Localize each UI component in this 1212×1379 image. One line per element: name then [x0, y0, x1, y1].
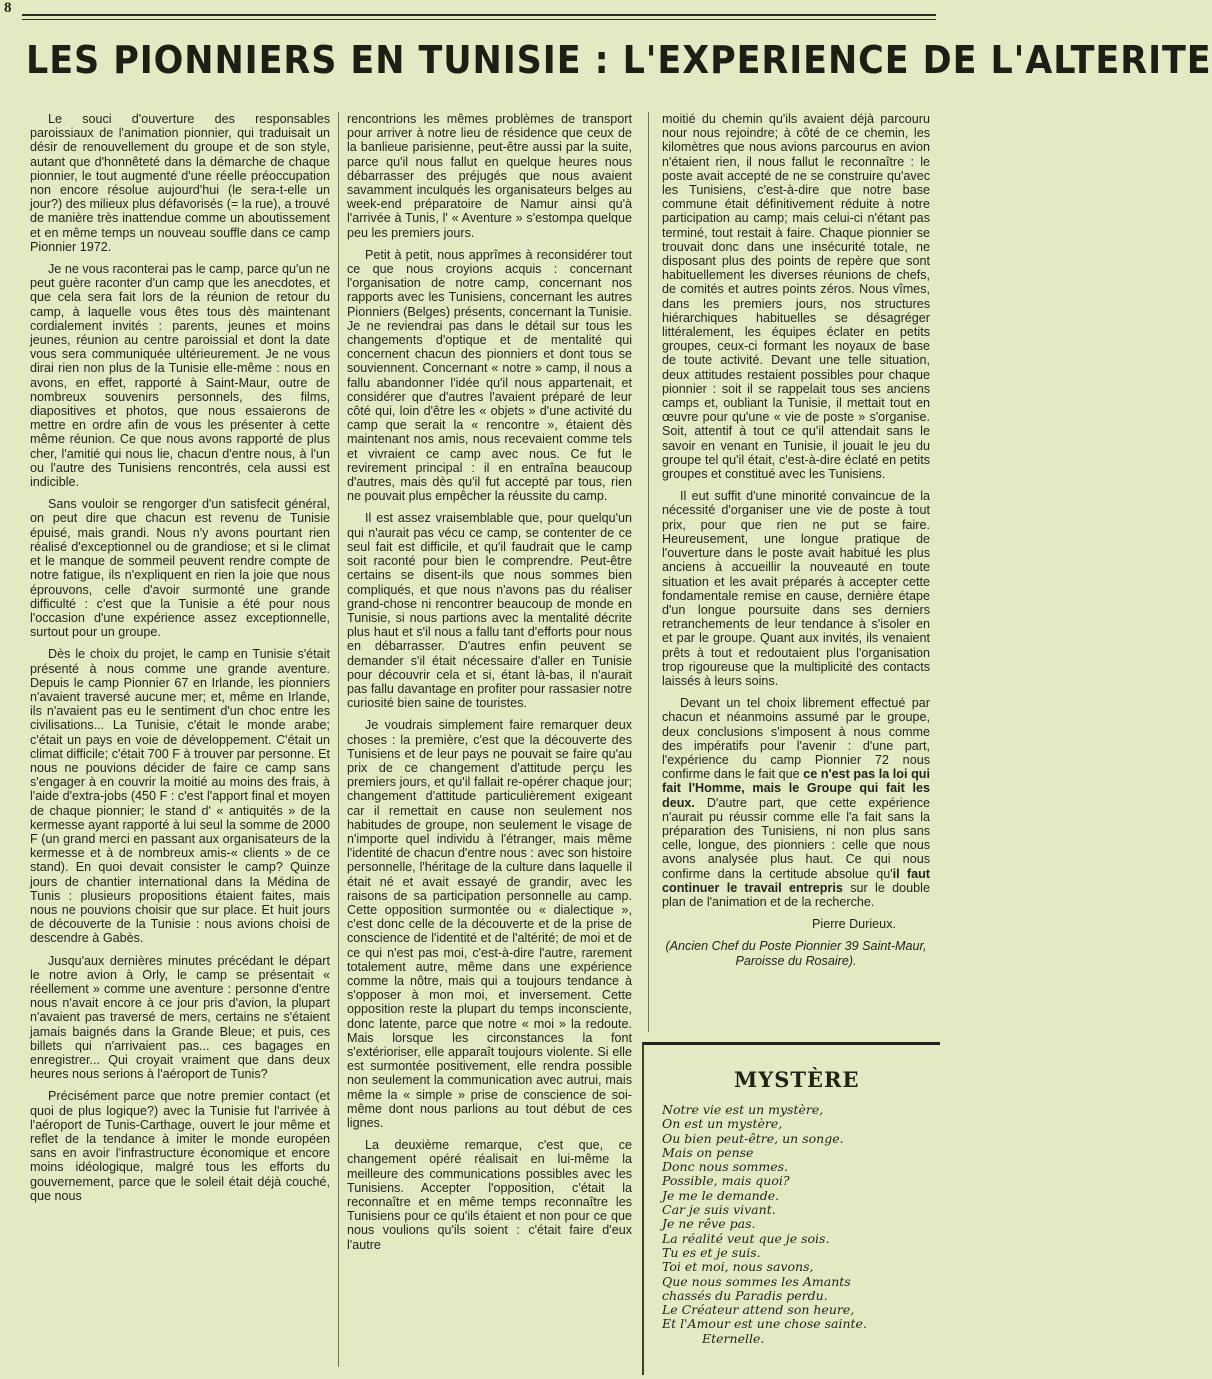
article-headline: LES PIONNIERS EN TUNISIE : L'EXPERIENCE DE L'ALTERITE [26, 38, 1212, 82]
poem-line: Notre vie est un mystère, [662, 1102, 824, 1117]
text-run: D'autre part, que cette expérience n'aurait pu réussir comme elle l'a fait sans la préparation des Tunisiens, ni non plus sans celle, longue, des pionniers : celle que nous avons analysée plus haut. Ce qui nous confirme dans la certitude absolue qu' [662, 795, 930, 881]
paragraph: moitié du chemin qu'ils avaient déjà parcouru nour nous rejoindre; à côté de ce chemin, les kilomètres que nous avions parcourus en avion n'étaient rien, il nous fallut le reconnaître : le poste avait accepté de ne se construire qu'avec les Tunisiens, c'est-à-dire que notre base commune était définitivement réduite à notre participation au camp; mais celui-ci n'étant pas terminé, tout restait à faire. Chaque pionnier se trouvait donc dans une insécurité totale, ne disposant plus des points de repère que sont habituellement les diverses réunions de chefs, de comités et autres points zéros. Nous vîmes, dans les premiers jours, nos structures hiérarchiques habituelles se désagréger littéralement, les équipes éclater en petits groupes, ceux-ci formant les noyaux de base de toute activité. Devant une telle situation, deux attitudes restaient possibles pour chaque pionnier : soit il se rappelait tous ses anciens camps et, oubliant la Tunisie, il mettait tout en œuvre pour qu'une « vie de poste » s'organise. Soit, attentif à tout ce qu'il attendait sans le savoir en venant en Tunisie, il jouait le jeu du groupe tel qu'il était, c'est-à-dire éclaté en petits groupes et constitué avec les Tunisiens. [662, 112, 930, 482]
paragraph-conclusion [662, 696, 930, 909]
article-column-2 [347, 112, 632, 1374]
emphasis: ce n'est pas la loi qui fait l'Homme, mais le Groupe qui fait les deux. [662, 767, 930, 810]
poem-line: Je ne rêve pas. [662, 1216, 756, 1232]
author-name: Pierre Durieux. [812, 917, 896, 932]
paragraph: Petit à petit, nous apprîmes à reconsidérer tout ce que nous croyions acquis : concernant l'organisation de notre camp, concernant nos rapports avec les Tunisiens, concernant les autres Pionniers (Belges) présents, concernant la Tunisie. Je ne reviendrai pas dans le détail sur tous les changements d'optique et de mentalité qui concernent chacun des pionniers et dont tous se souviennent. Concernant « notre » camp, il nous a fallu abandonner l'idée qu'il nous appartenait, et considérer que d'autres l'avaient préparé de leur côté qui, loin d'être les « objets » d'une activité du camp que serait la « rencontre », étaient dès maintenant nos amis, nous recevaient comme tels et vivraient ce camp avec nous. Ce fut le revirement principal : il en entraîna beaucoup d'autres, mais dès qu'il fut accepté par tous, rien ne pouvait plus empêcher la réussite du camp. [347, 247, 632, 504]
paragraph: rencontrions les mêmes problèmes de transport pour arriver à notre lieu de résidence que ceux de la banlieue parisienne, peut-être aussi par la suite, parce qu'il nous fallut en quelque heures nous débarrasser des préjugés que nous avaient savamment inculqués les organisateurs belges au week-end préparatoire de Namur ainsi qu'à l'arrivée à Tunis, l' « Aventure » s'estompa quelque peu les premiers jours. [347, 112, 632, 240]
poem-title: MYSTÈRE [734, 1067, 860, 1092]
poem-line: Mais on pense [662, 1144, 754, 1160]
paragraph: Précisément parce que notre premier contact (et quoi de plus logique?) avec la Tunisie fut l'arrivée à l'aéroport de Tunis-Carthage, ouvert le jour même et reflet de la tendance à imiter le monde européen sans en avoir l'infrastructure économique et encore moins idéologique, malgré tous les efforts du gouvernement, parce que le soleil était déjà couché, que nous [30, 1089, 330, 1203]
text-run: sur le double plan de l'animation et de la recherche. [662, 880, 930, 909]
poem-line: Et l'Amour est une chose sainte. [662, 1316, 867, 1332]
poem-line: Car je suis vivant. [662, 1202, 776, 1218]
poem-line: Donc nous sommes. [662, 1159, 789, 1175]
paragraph: Le souci d'ouverture des responsables paroissiaux de l'animation pionnier, qui traduisait un désir de renouvellement du groupe et de son style, autant que d'honnêteté dans la démarche de chaque pionnier, le tout augmenté d'une réelle préoccupation non encore résolue aujourd'hui (le sera-t-elle un jour?) des milieux plus défavorisés (= la rue), a trouvé de manière très inattendue comme un aboutissement et en même temps un nouveau souffle dans ce camp Pionnier 1972. [30, 112, 330, 254]
poem-line: La réalité veut que je sois. [662, 1230, 830, 1246]
text-run: Devant un tel choix librement effectué par chacun et néanmoins assumé par le groupe, deux conclusions s'imposent à nous comme des impératifs pour l'avenir : d'une part, l'expérience du camp Pionnier 72 nous confirme dans le fait que [662, 696, 930, 782]
poem-line: Le Créateur attend son heure, [662, 1302, 855, 1318]
column-divider [338, 112, 339, 1367]
top-rule [22, 14, 936, 16]
poem-box [642, 1042, 940, 1375]
poem-line: Eternelle. [702, 1330, 765, 1346]
paragraph: Je voudrais simplement faire remarquer deux choses : la première, c'est que la découverte des Tunisiens et de leur pays ne pouvait se faire qu'au prix de ce changement d'attitude perçu les premiers jours, et qu'il fallait re-opérer chaque jour; changement d'attitude particulièrement exigeant car il remettait en cause non seulement nos habitudes de groupe, non seulement le visage de n'importe quel individu à l'étranger, mais même l'identité de chacun d'entre nous : avec son histoire personnelle, l'héritage de la culture dans laquelle il était né et avait essayé de grandir, avec les raisons de sa participation personnelle au camp. Cette opposition surmontée ou « dialectique », c'est donc celle de la découverte et de la prise de conscience de l'identité et de l'altérité; de moi et de ce qui n'est pas moi, c'est-à-dire l'autre, rarement totalement autre, même dans une expérience comme la nôtre, mais qui a toujours tendance à s'opposer à mon moi, et inversement. Cette opposition reste la plupart du temps inconsciente, donc latente, parce que notre « moi » la redoute. Mais lorsque les circonstances la font s'extérioriser, elle apparaît toujours violente. Si elle est surmontée positivement, elle rendra possible non seulement la communication avec autrui, mais même la « simple » prise de conscience de soi-même dont nous parlions au tout début de ces lignes. [347, 718, 632, 1131]
article-column-3 [662, 112, 930, 1052]
emphasis: il faut continuer le travail entrepris [662, 866, 930, 895]
poem-lines [662, 1103, 932, 1346]
top-rule-thin [22, 19, 936, 20]
author-role: (Ancien Chef du Poste Pionnier 39 Saint-Maur, Paroisse du Rosaire). [665, 939, 927, 968]
article-column-1 [30, 112, 330, 1374]
poem-line: Tu es et je suis. [662, 1244, 761, 1260]
poem-line: Que nous sommes les Amants [662, 1273, 851, 1289]
paragraph: Il est assez vraisemblable que, pour quelqu'un qui n'aurait pas vécu ce camp, se contenter de ce seul fait est difficile, et qu'il faudrait que le camp soit raconté pour bien le comprendre. Peut-être certains se disent-ils que nous sommes bien compliqués, et que nous n'avons pas du réaliser grand-chose ni rencontrer beaucoup de monde en Tunisie, si nous partions avec la mentalité décrite plus haut et s'il nous a fallu tant d'efforts pour nous en débarrasser. D'autres enfin peuvent se demander s'il était nécessaire d'aller en Tunisie pour découvrir cela et si, étant là-bas, il n'aurait pas fallu davantage en profiter pour rassasier notre curiosité bien saine de touristes. [347, 511, 632, 711]
paragraph: Je ne vous raconterai pas le camp, parce qu'un ne peut guère raconter d'un camp que les anecdotes, et que cela sera fait lors de la réunion de retour du camp, à laquelle vous êtes tous dès maintenant cordialement invités : parents, jeunes et moins jeunes, réunion au centre paroissial et dont la date vous sera communiquée ultérieurement. Je ne vous dirai rien non plus de la Tunisie elle-même : nous en avons, en effet, rapporté à Saint-Maur, outre de nombreux souvenirs personnels, des films, diapositives et photos, que nous essaierons de mettre en ordre afin de vous les présenter à cette même réunion. Ce que nous avons rapporté de plus cher, l'amitié qui nous lie, chacun d'entre nous, à l'un ou l'autre des Tunisiens rencontrés, cela aussi est indicible. [30, 262, 330, 490]
poem-line: Possible, mais quoi? [662, 1173, 790, 1189]
paragraph: Dès le choix du projet, le camp en Tunisie s'était présenté à nous comme une grande aventure. Depuis le camp Pionnier 67 en Irlande, les pionniers n'avaient traversé aucune mer; et, même en Irlande, ils n'avaient pas eu le sentiment d'un choc entre les civilisations... La Tunisie, c'était le monde arabe; c'était un pays en voie de développement. C'était un climat difficile; c'était 700 F à trouver par personne. Et nous ne pouvions décider de faire ce camp sans s'engager à en couvrir la moitié au moins des frais, à l'aide d'extra-jobs (450 F : c'est l'apport final et moyen de chaque pionnier; le stand d' « antiquités » de la kermesse ayant rapporté à lui seul la somme de 2000 F (un grand merci en passant aux organisateurs de la kermesse et à de nombreux amis-« clients » de ce stand). En quoi devait consister le camp? Quinze jours de chantier international dans la Médina de Tunis : plusieurs propositions étaient faites, mais nous ne pouvions choisir que sur place. Et huit jours de découverte de la Tunisie : nous avions choisi de descendre à Gabès. [30, 647, 330, 946]
poem-line: Ou bien peut-être, un songe. [662, 1130, 844, 1146]
paragraph: Sans vouloir se rengorger d'un satisfecit général, on peut dire que chacun est revenu de Tunisie épuisé, mais grandi. Nous n'y avons pourtant rien réalisé d'exceptionnel ou de grandiose; et si le climat et le manque de sommeil peuvent rendre compte de notre fatigue, ils n'expliquent en rien la joie que nous éprouvons, celle d'avoir surmonté une grande difficulté : c'est que la Tunisie a été pour nous l'occasion d'une expérience assez exceptionnelle, surtout pour un groupe. [30, 497, 330, 640]
column-divider [648, 112, 649, 1032]
paragraph: Jusqu'aux dernières minutes précédant le départ le notre avion à Orly, le camp se présentait « réellement » comme une aventure : personne d'entre nous n'avait encore à ce jour pris d'avion, la plupart n'avaient pas traversé de mers, certains ne s'étaient jamais baignés dans la Grande Bleue; et puis, ces billets qui n'arrivaient pas... ces bagages en enregistrer... Qui croyait vraiment que dans deux heures nous serions à l'aéroport de Tunis? [30, 953, 330, 1082]
page-number: 8 [4, 0, 12, 16]
poem-line: Je me le demande. [662, 1187, 780, 1203]
poem-line: On est un mystère, [662, 1116, 783, 1132]
poem-line: chassés du Paradis perdu. [662, 1287, 828, 1303]
paragraph: Il eut suffit d'une minorité convaincue de la nécessité d'organiser une vie de poste à tout prix, pour que rien ne put se faire. Heureusement, une longue pratique de l'ouverture dans le poste avait habitué les plus anciens à accueillir la nouveauté en toute situation et les avait préparés à accepter cette fondamentale remise en cause, dernière étape d'un longue poursuite dans ses derniers retranchements de leur tendance à s'isoler en et par le groupe. Quant aux invités, ils venaient prêts à tout et redoutaient plus l'organisation trop rigoureuse que la multiplicité des contacts laissés à leurs soins. [662, 489, 930, 688]
paragraph: La deuxième remarque, c'est que, ce changement opéré réalisait en lui-même la meilleure des communications possibles avec les Tunisiens. Accepter l'opposition, c'était la reconnaître et en même temps reconnaître les Tunisiens pour ce qu'ils étaient et non pour ce que nous voulions qu'ils soient : c'était faire d'eux l'autre [347, 1138, 632, 1252]
poem-line: Toi et moi, nous savons, [662, 1259, 814, 1275]
